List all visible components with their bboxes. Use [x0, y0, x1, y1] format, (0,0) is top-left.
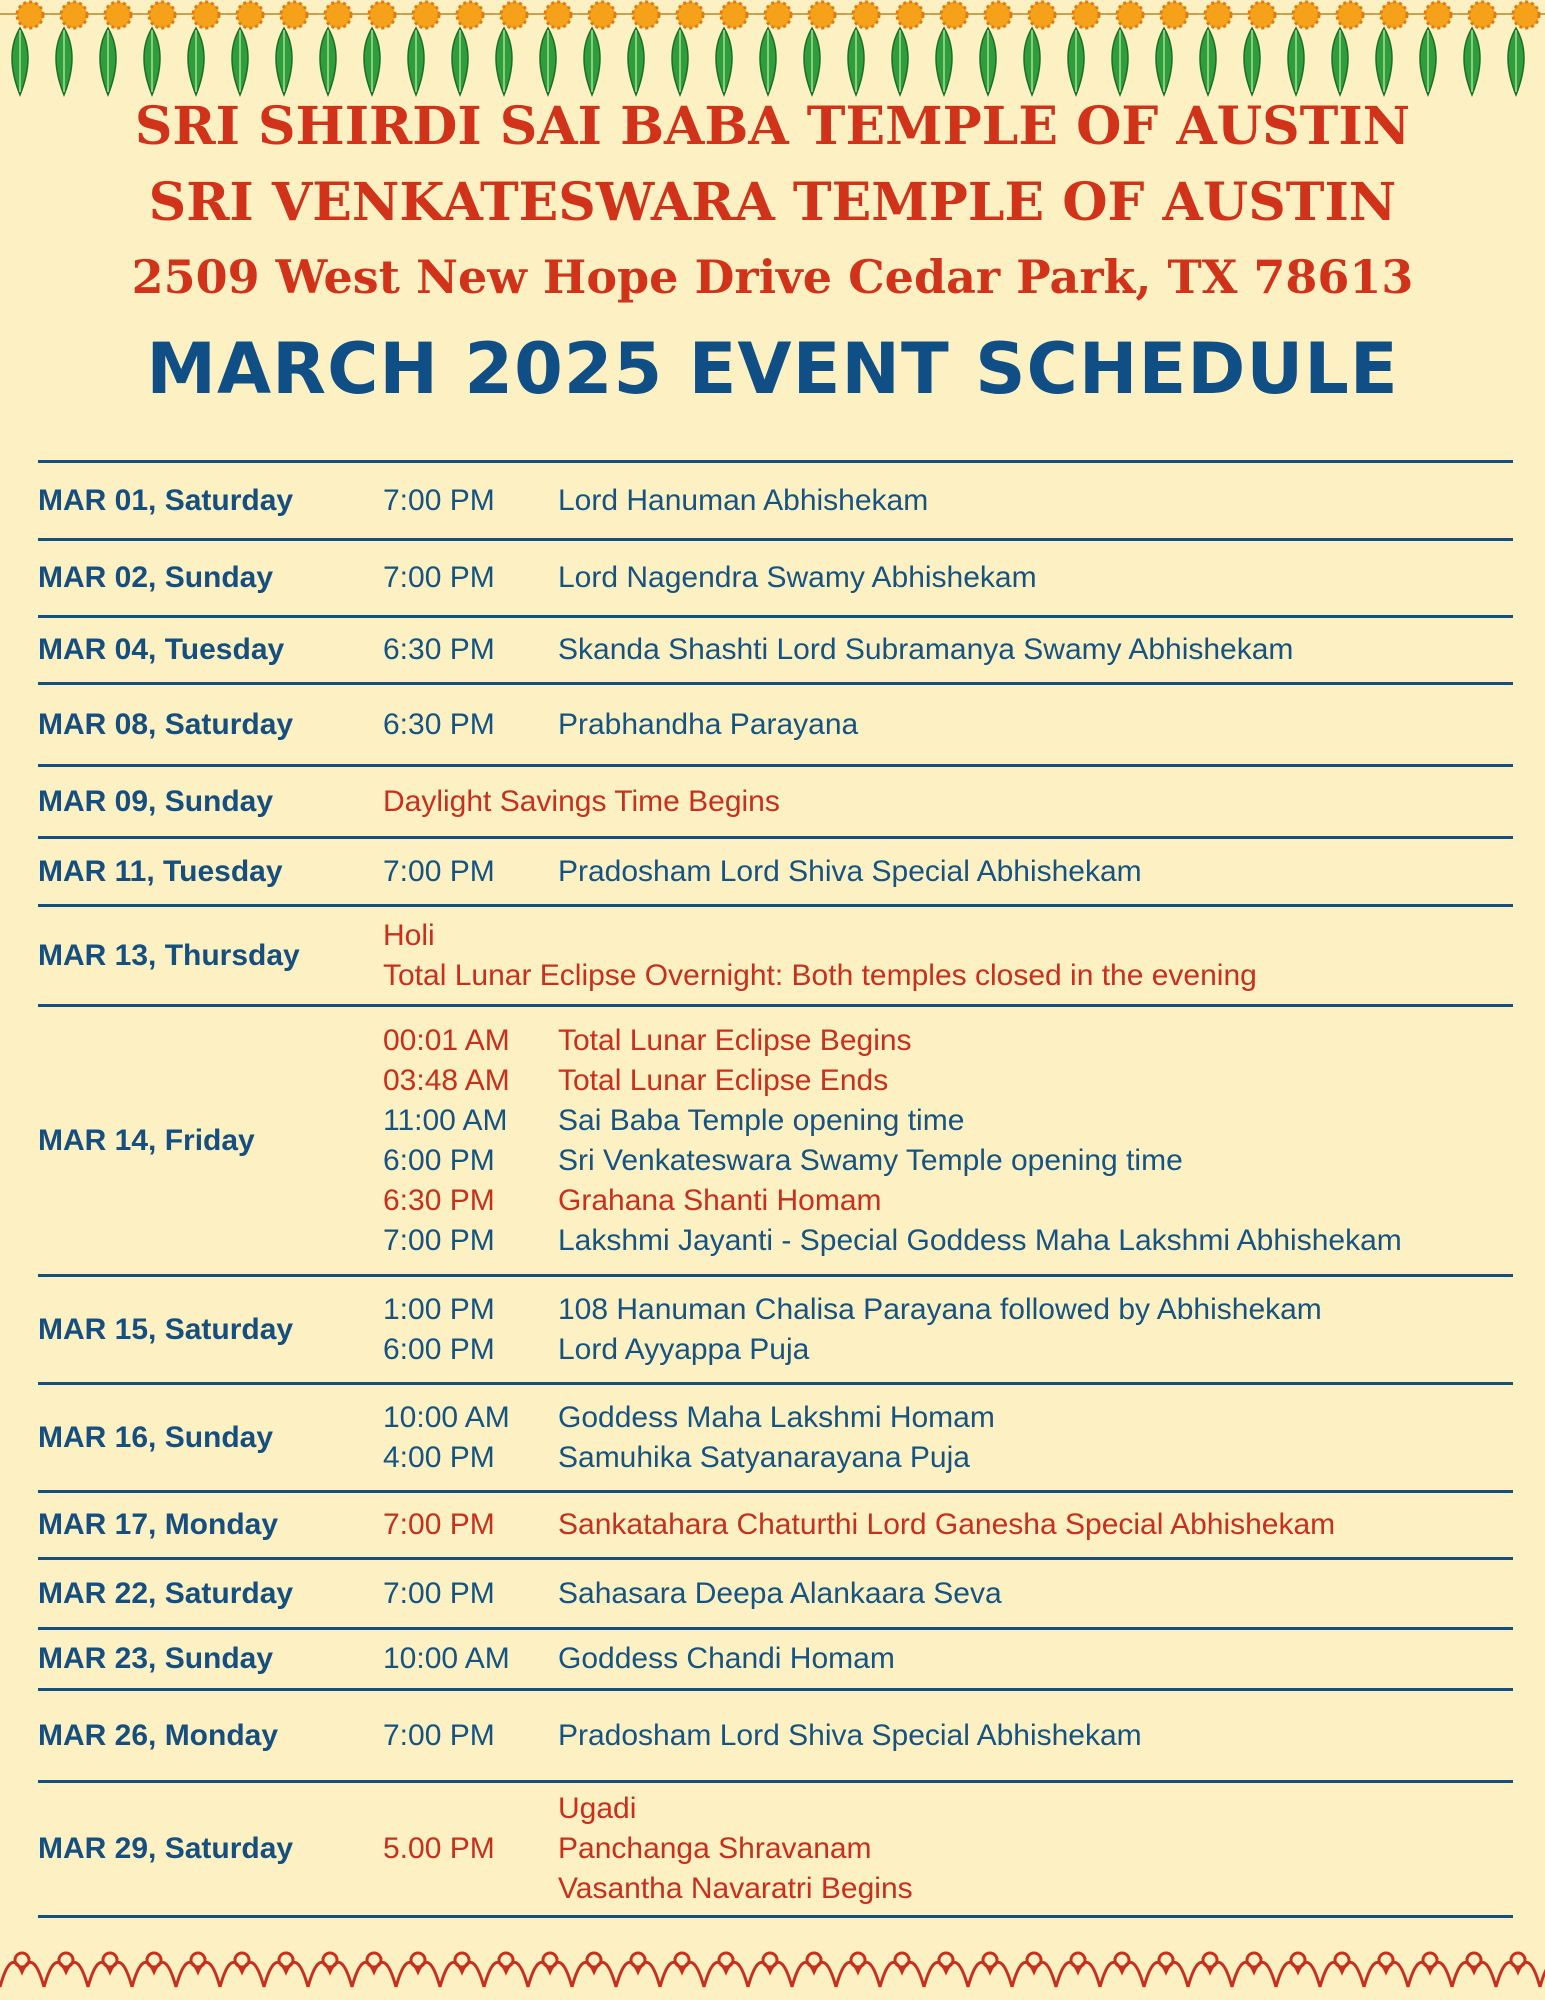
event-time: 7:00 PM — [383, 483, 495, 517]
kolam-dot-icon — [367, 1953, 381, 1967]
event-name: Pradosham Lord Shiva Special Abhishekam — [558, 854, 1142, 888]
schedule-row — [38, 836, 1513, 904]
marigold-icon — [61, 2, 87, 28]
temple-name-sai-baba: SRI SHIRDI SAI BABA TEMPLE OF AUSTIN — [134, 96, 1411, 157]
marigold-icon — [941, 2, 967, 28]
marigold-icon — [809, 2, 835, 28]
kolam-dot-icon — [1159, 1953, 1173, 1967]
marigold-icon — [149, 2, 175, 28]
event-entry — [383, 1716, 1513, 1756]
kolam-dot-icon — [1335, 1953, 1349, 1967]
event-entry — [383, 1181, 1513, 1221]
marigold-icon — [897, 2, 923, 28]
event-entry — [383, 1221, 1513, 1261]
event-entries — [383, 1398, 1513, 1478]
event-date: MAR 04, Tuesday — [38, 633, 285, 666]
event-entry — [383, 705, 1513, 745]
event-date: MAR 09, Sunday — [38, 784, 274, 818]
event-note: Total Lunar Eclipse Overnight: Both temples closed in the evening — [383, 958, 1257, 992]
kolam-dot-icon — [1423, 1953, 1437, 1967]
marigold-icon — [1161, 2, 1187, 28]
event-time: 11:00 AM — [383, 1103, 508, 1137]
kolam-dot-icon — [1115, 1953, 1129, 1967]
event-time: 10:00 AM — [383, 1642, 510, 1675]
event-name: Sahasara Deepa Alankaara Seva — [558, 1576, 1002, 1610]
event-entry — [383, 1869, 1513, 1909]
event-name: Prabhandha Parayana — [558, 707, 859, 741]
event-time: 4:00 PM — [383, 1440, 495, 1474]
event-time: 00:01 AM — [383, 1023, 510, 1057]
kolam-dot-icon — [631, 1953, 645, 1967]
event-entry — [383, 1021, 1513, 1061]
marigold-icon — [721, 2, 747, 28]
event-entry — [383, 1290, 1513, 1330]
schedule-row — [38, 904, 1513, 1004]
kolam-dot-icon — [807, 1953, 821, 1967]
temple-name-venkateswara: SRI VENKATESWARA TEMPLE OF AUSTIN — [148, 172, 1397, 233]
event-name: Pradosham Lord Shiva Special Abhishekam — [558, 1718, 1142, 1752]
event-entry — [383, 630, 1513, 670]
schedule-row — [38, 1688, 1513, 1780]
event-date: MAR 01, Saturday — [38, 483, 294, 517]
event-name: Vasantha Navaratri Begins — [558, 1872, 913, 1905]
event-time: 6:30 PM — [383, 633, 495, 666]
event-date: MAR 08, Saturday — [38, 707, 294, 741]
event-time: 7:00 PM — [383, 561, 495, 594]
event-name: Skanda Shashti Lord Subramanya Swamy Abhishekam — [558, 633, 1294, 666]
marigold-icon — [457, 2, 483, 28]
marigold-icon — [853, 2, 879, 28]
kolam-dot-icon — [983, 1953, 997, 1967]
kolam-dot-icon — [235, 1953, 249, 1967]
event-name: Sankatahara Chaturthi Lord Ganesha Special Abhishekam — [558, 1508, 1336, 1541]
mango-leaf-garland — [0, 0, 1545, 100]
marigold-icon — [369, 2, 395, 28]
event-name: Total Lunar Eclipse Begins — [558, 1023, 912, 1057]
kolam-border — [0, 1942, 1545, 2000]
kolam-dot-icon — [279, 1953, 293, 1967]
kolam-dot-icon — [1247, 1953, 1261, 1967]
kolam-dot-icon — [675, 1953, 689, 1967]
event-name: 108 Hanuman Chalisa Parayana followed by Abhishekam — [558, 1292, 1322, 1326]
event-date: MAR 11, Tuesday — [38, 854, 283, 888]
kolam-dot-icon — [1511, 1953, 1525, 1967]
event-name: Lord Ayyappa Puja — [558, 1332, 810, 1366]
marigold-icon — [1293, 2, 1319, 28]
marigold-icon — [105, 2, 131, 28]
marigold-icon — [1469, 2, 1495, 28]
schedule-row — [38, 1004, 1513, 1274]
event-date: MAR 14, Friday — [38, 1123, 255, 1157]
event-time: 10:00 AM — [383, 1400, 510, 1434]
event-date: MAR 15, Saturday — [38, 1312, 294, 1346]
event-name: Lord Nagendra Swamy Abhishekam — [558, 561, 1037, 594]
event-entries — [383, 1021, 1513, 1261]
marigold-icon — [765, 2, 791, 28]
event-name: Goddess Maha Lakshmi Homam — [558, 1400, 995, 1434]
event-entries — [383, 1789, 1513, 1909]
event-time: 6:30 PM — [383, 707, 495, 741]
schedule-row — [38, 1490, 1513, 1557]
event-entries — [383, 630, 1513, 670]
kolam-dot-icon — [587, 1953, 601, 1967]
kolam-dot-icon — [543, 1953, 557, 1967]
event-entry — [383, 1141, 1513, 1181]
event-entries — [383, 558, 1513, 598]
event-entries — [383, 705, 1513, 745]
event-time: 7:00 PM — [383, 1508, 495, 1541]
event-time: 03:48 AM — [383, 1063, 510, 1097]
kolam-dot-icon — [455, 1953, 469, 1967]
event-entry — [383, 1330, 1513, 1370]
schedule-row — [38, 1627, 1513, 1688]
event-entries — [383, 1574, 1513, 1614]
marigold-icon — [501, 2, 527, 28]
event-time: 7:00 PM — [383, 854, 495, 888]
kolam-dot-icon — [1467, 1953, 1481, 1967]
event-entries — [383, 481, 1513, 521]
event-name: Goddess Chandi Homam — [558, 1642, 895, 1675]
kolam-dot-icon — [411, 1953, 425, 1967]
marigold-icon — [281, 2, 307, 28]
event-entry — [383, 1061, 1513, 1101]
event-date: MAR 13, Thursday — [38, 938, 300, 972]
marigold-icon — [1381, 2, 1407, 28]
event-time: 7:00 PM — [383, 1718, 495, 1752]
marigold-icon — [1205, 2, 1231, 28]
event-entries — [383, 916, 1513, 996]
kolam-loop — [1540, 1962, 1545, 1987]
event-date: MAR 23, Sunday — [38, 1642, 274, 1675]
kolam-dot-icon — [1291, 1953, 1305, 1967]
event-name: Sri Venkateswara Swamy Temple opening time — [558, 1143, 1183, 1177]
event-entries — [383, 1505, 1513, 1545]
event-entry — [383, 1574, 1513, 1614]
event-entry — [383, 1398, 1513, 1438]
event-entry — [383, 558, 1513, 598]
kolam-dot-icon — [147, 1953, 161, 1967]
schedule-row — [38, 1274, 1513, 1382]
event-entries — [383, 1639, 1513, 1679]
marigold-icon — [589, 2, 615, 28]
event-name: Ugadi — [558, 1792, 637, 1825]
marigold-icon — [1337, 2, 1363, 28]
marigold-icon — [413, 2, 439, 28]
event-date: MAR 17, Monday — [38, 1508, 279, 1541]
event-time: 6:30 PM — [383, 1183, 495, 1217]
event-time: 6:00 PM — [383, 1332, 495, 1366]
event-entry — [383, 1101, 1513, 1141]
marigold-icon — [545, 2, 571, 28]
kolam-dot-icon — [895, 1953, 909, 1967]
event-entries — [383, 1290, 1513, 1370]
marigold-icon — [1425, 2, 1451, 28]
kolam-dot-icon — [191, 1953, 205, 1967]
kolam-dot-icon — [103, 1953, 117, 1967]
event-time: 6:00 PM — [383, 1143, 495, 1177]
event-name: Panchanga Shravanam — [558, 1832, 872, 1865]
event-note: Holi — [383, 918, 435, 952]
event-entries — [383, 1716, 1513, 1756]
event-entry — [383, 1829, 1513, 1869]
event-name: Total Lunar Eclipse Ends — [558, 1063, 889, 1097]
event-date: MAR 29, Saturday — [38, 1832, 294, 1865]
event-entries — [383, 782, 1513, 822]
event-time — [383, 1789, 558, 1829]
event-date: MAR 02, Sunday — [38, 561, 274, 594]
schedule-title: MARCH 2025 EVENT SCHEDULE — [146, 328, 1399, 410]
schedule-row — [38, 460, 1513, 538]
schedule-row — [38, 1780, 1513, 1918]
kolam-dot-icon — [15, 1953, 29, 1967]
marigold-icon — [985, 2, 1011, 28]
schedule-row — [38, 1557, 1513, 1627]
event-note: Daylight Savings Time Begins — [383, 784, 780, 818]
kolam-dot-icon — [939, 1953, 953, 1967]
schedule-row — [38, 682, 1513, 764]
marigold-icon — [1073, 2, 1099, 28]
event-entry — [383, 1789, 1513, 1829]
event-date: MAR 26, Monday — [38, 1718, 279, 1752]
marigold-icon — [1513, 2, 1539, 28]
marigold-icon — [1029, 2, 1055, 28]
schedule-row — [38, 538, 1513, 615]
kolam-dot-icon — [1379, 1953, 1393, 1967]
event-date: MAR 16, Sunday — [38, 1420, 274, 1454]
kolam-dot-icon — [851, 1953, 865, 1967]
marigold-icon — [325, 2, 351, 28]
event-entry — [383, 1505, 1513, 1545]
event-name: Grahana Shanti Homam — [558, 1183, 882, 1217]
kolam-dot-icon — [1203, 1953, 1217, 1967]
event-entry — [383, 481, 1513, 521]
event-schedule-table — [38, 460, 1513, 1918]
event-name: Lakshmi Jayanti - Special Goddess Maha Lakshmi Abhishekam — [558, 1223, 1402, 1257]
kolam-dot-icon — [719, 1953, 733, 1967]
event-name: Sai Baba Temple opening time — [558, 1103, 965, 1137]
event-time: 1:00 PM — [383, 1292, 495, 1326]
schedule-row — [38, 764, 1513, 836]
kolam-dot-icon — [323, 1953, 337, 1967]
schedule-row — [38, 1382, 1513, 1490]
event-entry — [383, 852, 1513, 892]
marigold-icon — [1117, 2, 1143, 28]
event-name: Samuhika Satyanarayana Puja — [558, 1440, 970, 1474]
marigold-icon — [237, 2, 263, 28]
marigold-icon — [193, 2, 219, 28]
kolam-dot-icon — [1027, 1953, 1041, 1967]
event-entry — [383, 1438, 1513, 1478]
marigold-icon — [17, 2, 43, 28]
event-entries — [383, 852, 1513, 892]
kolam-dot-icon — [59, 1953, 73, 1967]
event-name: Lord Hanuman Abhishekam — [558, 483, 929, 517]
marigold-icon — [1249, 2, 1275, 28]
event-time: 7:00 PM — [383, 1223, 495, 1257]
kolam-dot-icon — [763, 1953, 777, 1967]
event-time: 7:00 PM — [383, 1576, 495, 1610]
temple-address: 2509 West New Hope Drive Cedar Park, TX 78613 — [131, 250, 1414, 304]
kolam-dot-icon — [1071, 1953, 1085, 1967]
kolam-dot-icon — [499, 1953, 513, 1967]
marigold-icon — [677, 2, 703, 28]
event-entry — [383, 1639, 1513, 1679]
event-time — [383, 1869, 558, 1909]
event-date: MAR 22, Saturday — [38, 1576, 294, 1610]
marigold-icon — [633, 2, 659, 28]
schedule-row — [38, 615, 1513, 682]
event-time: 5.00 PM — [383, 1832, 495, 1865]
